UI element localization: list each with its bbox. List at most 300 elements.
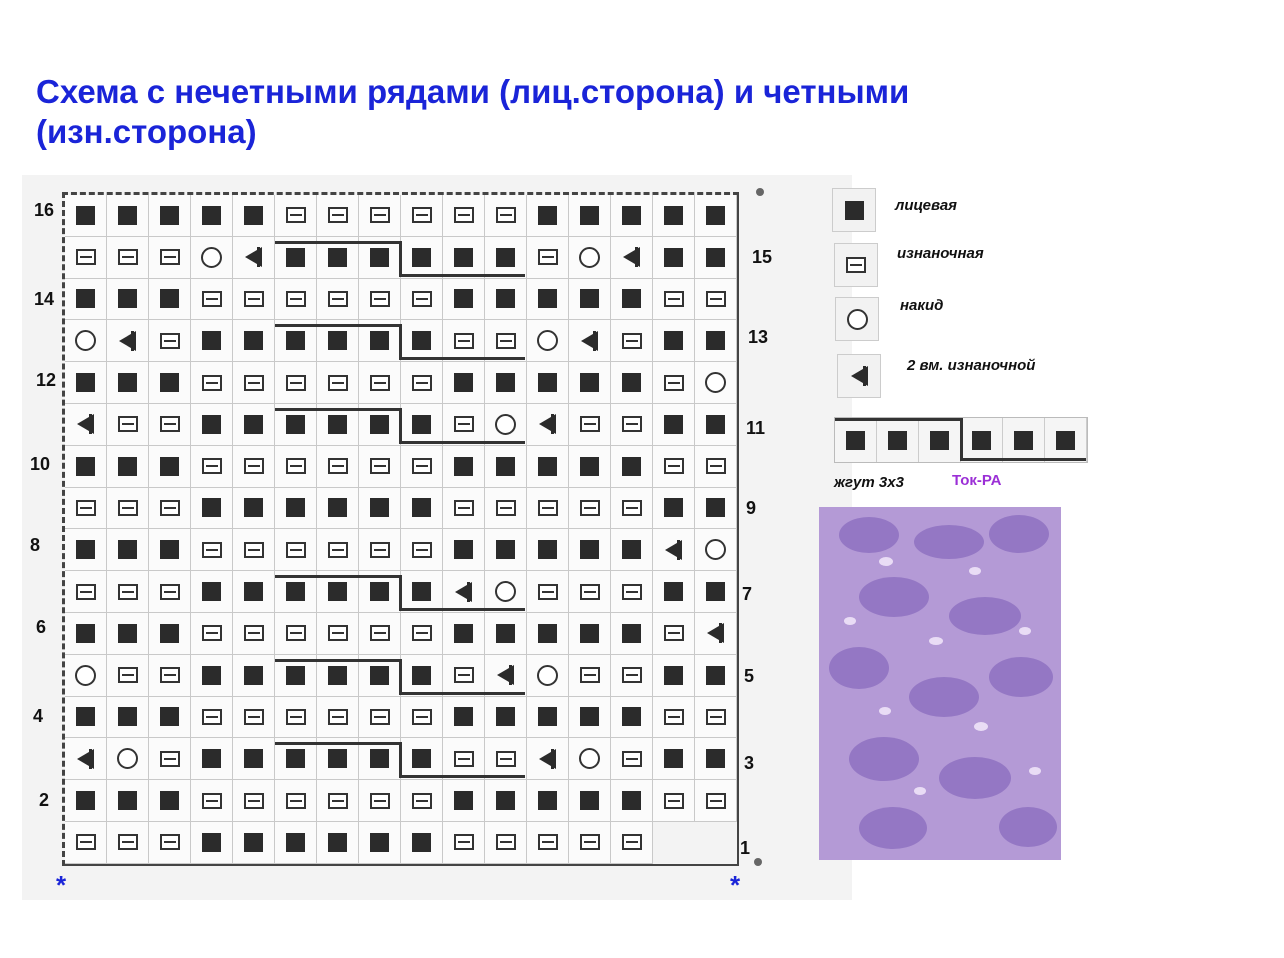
knit-icon xyxy=(664,749,683,768)
cable-top-line xyxy=(275,659,401,662)
chart-cell xyxy=(191,279,233,321)
cable-stitch xyxy=(877,418,919,462)
purl-icon xyxy=(622,333,642,349)
chart-cell xyxy=(149,320,191,362)
knit-icon xyxy=(454,791,473,810)
chart-cell xyxy=(275,488,317,530)
purl-icon xyxy=(118,416,138,432)
chart-cell xyxy=(275,613,317,655)
p2tog-icon xyxy=(851,366,868,386)
purl-icon xyxy=(202,375,222,391)
chart-cell xyxy=(695,529,737,571)
chart-cell xyxy=(653,362,695,404)
chart-cell xyxy=(107,237,149,279)
chart-cell xyxy=(233,697,275,739)
cable-stitch xyxy=(1003,418,1045,462)
knit-icon xyxy=(622,540,641,559)
p2tog-icon xyxy=(77,414,94,434)
knit-icon xyxy=(202,666,221,685)
purl-icon xyxy=(160,834,180,850)
chart-cell xyxy=(191,320,233,362)
purl-icon xyxy=(496,207,516,223)
purl-icon xyxy=(496,333,516,349)
chart-cell xyxy=(233,655,275,697)
chart-cell xyxy=(149,446,191,488)
purl-icon xyxy=(286,207,306,223)
knit-icon xyxy=(160,289,179,308)
purl-icon xyxy=(580,834,600,850)
knit-icon xyxy=(286,415,305,434)
chart-cell xyxy=(443,822,485,864)
knit-icon xyxy=(664,206,683,225)
cable-bottom-line xyxy=(399,274,525,277)
chart-cell xyxy=(611,613,653,655)
knit-icon xyxy=(930,431,949,450)
purl-icon xyxy=(622,500,642,516)
chart-cell xyxy=(653,571,695,613)
chart-cell xyxy=(443,697,485,739)
row-number-odd: 7 xyxy=(742,584,753,604)
chart-cell xyxy=(485,237,527,279)
chart-cell xyxy=(443,446,485,488)
chart-cell xyxy=(107,529,149,571)
chart-cell xyxy=(191,529,233,571)
chart-cell xyxy=(611,738,653,780)
chart-cell xyxy=(359,279,401,321)
knit-icon xyxy=(538,707,557,726)
chart-cell xyxy=(611,697,653,739)
chart-cell xyxy=(653,237,695,279)
knit-icon xyxy=(76,707,95,726)
row-number-odd: 13 xyxy=(748,327,769,347)
purl-icon xyxy=(412,793,432,809)
lace-hole-texture xyxy=(969,567,981,575)
chart-cell xyxy=(527,404,569,446)
purl-icon xyxy=(706,458,726,474)
chart-cell xyxy=(527,362,569,404)
knit-icon xyxy=(370,666,389,685)
knit-icon xyxy=(1056,431,1075,450)
knit-icon xyxy=(370,415,389,434)
knit-icon xyxy=(118,707,137,726)
knit-icon xyxy=(538,289,557,308)
knit-icon xyxy=(76,373,95,392)
knit-icon xyxy=(706,666,725,685)
purl-icon xyxy=(454,834,474,850)
purl-icon xyxy=(160,333,180,349)
row-number-even: 10 xyxy=(30,454,51,474)
knit-icon xyxy=(664,666,683,685)
chart-cell xyxy=(695,738,737,780)
purl-icon xyxy=(412,709,432,725)
chart-cell xyxy=(485,320,527,362)
p2tog-icon xyxy=(497,665,514,685)
knit-icon xyxy=(538,373,557,392)
row-number-even: 4 xyxy=(33,706,44,726)
chart-cell xyxy=(569,195,611,237)
chart-cell xyxy=(233,404,275,446)
p2tog-icon xyxy=(455,582,472,602)
legend-p2tog-symbol xyxy=(837,354,881,398)
cable-cross-line xyxy=(399,742,402,776)
knit-icon xyxy=(286,666,305,685)
chart-cell xyxy=(149,571,191,613)
legend-yarn-over-label: накид xyxy=(900,297,944,314)
purl-icon xyxy=(412,458,432,474)
cable-top-line xyxy=(275,742,401,745)
cable-top-line xyxy=(275,408,401,411)
knit-icon xyxy=(496,624,515,643)
knit-icon xyxy=(706,415,725,434)
chart-cell xyxy=(191,446,233,488)
purl-icon xyxy=(328,291,348,307)
purl-icon xyxy=(496,834,516,850)
chart-cell xyxy=(527,822,569,864)
purl-icon xyxy=(370,207,390,223)
knit-icon xyxy=(580,373,599,392)
chart-cell xyxy=(695,446,737,488)
yarn-over-icon xyxy=(75,665,96,686)
chart-cell xyxy=(527,697,569,739)
chart-cell xyxy=(611,446,653,488)
knit-icon xyxy=(370,582,389,601)
yarn-over-icon xyxy=(705,539,726,560)
cable-bottom-line xyxy=(399,775,525,778)
chart-cell xyxy=(275,362,317,404)
chart-cell xyxy=(653,697,695,739)
purl-icon xyxy=(244,625,264,641)
chart-cell xyxy=(569,488,611,530)
chart-cell xyxy=(485,780,527,822)
chart-cell xyxy=(527,613,569,655)
purl-icon xyxy=(580,667,600,683)
knit-icon xyxy=(496,373,515,392)
chart-cell xyxy=(149,529,191,571)
cable-twist-texture xyxy=(949,597,1021,635)
purl-icon xyxy=(202,458,222,474)
knit-icon xyxy=(846,431,865,450)
purl-icon xyxy=(580,416,600,432)
purl-icon xyxy=(370,458,390,474)
purl-icon xyxy=(328,709,348,725)
chart-cell xyxy=(65,237,107,279)
purl-icon xyxy=(76,500,96,516)
purl-icon xyxy=(538,584,558,600)
chart-cell xyxy=(317,780,359,822)
purl-icon xyxy=(202,625,222,641)
cable-bottom-line xyxy=(399,608,525,611)
row-number-even: 12 xyxy=(36,370,57,390)
purl-icon xyxy=(664,793,684,809)
chart-cell xyxy=(107,697,149,739)
knit-icon xyxy=(118,457,137,476)
purl-icon xyxy=(76,834,96,850)
purl-icon xyxy=(454,207,474,223)
p2tog-icon xyxy=(119,331,136,351)
knit-icon xyxy=(580,206,599,225)
cable-stitch xyxy=(1045,418,1087,462)
knit-icon xyxy=(76,624,95,643)
purl-icon xyxy=(664,291,684,307)
knit-icon xyxy=(286,833,305,852)
p2tog-icon xyxy=(665,540,682,560)
knit-icon xyxy=(454,707,473,726)
chart-cell xyxy=(233,279,275,321)
chart-cell xyxy=(695,697,737,739)
purl-icon xyxy=(454,500,474,516)
purl-icon xyxy=(118,500,138,516)
knit-icon xyxy=(118,791,137,810)
knit-icon xyxy=(454,289,473,308)
lace-hole-texture xyxy=(1029,767,1041,775)
purl-icon xyxy=(160,416,180,432)
knit-icon xyxy=(370,248,389,267)
chart-cell xyxy=(317,446,359,488)
knit-icon xyxy=(202,833,221,852)
cable-top-line xyxy=(275,324,401,327)
yarn-over-icon xyxy=(579,748,600,769)
chart-cell xyxy=(695,571,737,613)
chart-cell xyxy=(485,613,527,655)
cable-top-line xyxy=(835,418,961,421)
chart-cell xyxy=(443,571,485,613)
knit-icon xyxy=(370,749,389,768)
chart-cell xyxy=(485,697,527,739)
legend-knit-symbol xyxy=(832,188,876,232)
knit-icon xyxy=(454,540,473,559)
chart-cell xyxy=(653,738,695,780)
knit-icon xyxy=(328,582,347,601)
chart-cell xyxy=(401,655,443,697)
purl-icon xyxy=(412,542,432,558)
knit-icon xyxy=(76,289,95,308)
knit-icon xyxy=(244,415,263,434)
knit-icon xyxy=(286,331,305,350)
chart-cell xyxy=(443,655,485,697)
chart-cell xyxy=(191,655,233,697)
page-title: Схема с нечетными рядами (лиц.сторона) и четными (изн.сторона) xyxy=(36,73,910,150)
chart-cell xyxy=(149,488,191,530)
knit-icon xyxy=(454,624,473,643)
purl-icon xyxy=(286,375,306,391)
chart-cell xyxy=(485,571,527,613)
knit-icon xyxy=(496,248,515,267)
knit-icon xyxy=(118,373,137,392)
purl-icon xyxy=(244,709,264,725)
purl-icon xyxy=(202,709,222,725)
chart-cell xyxy=(401,780,443,822)
knit-icon xyxy=(328,666,347,685)
cable-twist-texture xyxy=(909,677,979,717)
purl-icon xyxy=(244,542,264,558)
chart-cell xyxy=(485,195,527,237)
purl-icon xyxy=(664,458,684,474)
knit-icon xyxy=(496,707,515,726)
knit-icon xyxy=(580,457,599,476)
chart-cell xyxy=(191,362,233,404)
chart-cell xyxy=(233,738,275,780)
purl-icon xyxy=(622,416,642,432)
chart-cell xyxy=(149,655,191,697)
chart-cell xyxy=(191,488,233,530)
chart-cell xyxy=(527,237,569,279)
knit-icon xyxy=(706,498,725,517)
cable-bottom-line xyxy=(399,441,525,444)
knit-icon xyxy=(412,833,431,852)
chart-cell xyxy=(695,195,737,237)
legend-cable-label: жгут 3х3 xyxy=(834,474,904,491)
lace-hole-texture xyxy=(1019,627,1031,635)
chart-cell xyxy=(401,488,443,530)
purl-icon xyxy=(622,667,642,683)
purl-icon xyxy=(496,751,516,767)
chart-cell xyxy=(65,822,107,864)
lace-hole-texture xyxy=(844,617,856,625)
chart-cell xyxy=(107,655,149,697)
purl-icon xyxy=(706,793,726,809)
chart-cell xyxy=(611,780,653,822)
knit-icon xyxy=(328,833,347,852)
row-number-odd: 1 xyxy=(740,838,751,858)
purl-icon xyxy=(160,584,180,600)
purl-icon xyxy=(664,375,684,391)
purl-icon xyxy=(454,333,474,349)
purl-icon xyxy=(664,709,684,725)
lace-hole-texture xyxy=(974,722,988,731)
chart-cell xyxy=(527,738,569,780)
knit-icon xyxy=(538,624,557,643)
p2tog-icon xyxy=(77,749,94,769)
chart-cell xyxy=(401,697,443,739)
chart-cell xyxy=(527,195,569,237)
chart-cell xyxy=(611,655,653,697)
row-number-odd: 11 xyxy=(746,418,766,438)
chart-cell xyxy=(233,362,275,404)
chart-cell xyxy=(65,780,107,822)
p2tog-icon xyxy=(707,623,724,643)
knit-icon xyxy=(244,498,263,517)
chart-cell xyxy=(149,613,191,655)
purl-icon xyxy=(118,584,138,600)
chart-cell xyxy=(527,529,569,571)
knit-icon xyxy=(454,248,473,267)
chart-cell xyxy=(527,279,569,321)
row-number-odd: 3 xyxy=(744,753,755,773)
chart-cell xyxy=(611,195,653,237)
legend-knit-label: лицевая xyxy=(895,197,957,214)
cable-twist-texture xyxy=(989,657,1053,697)
cable-cross-line xyxy=(960,418,963,460)
knit-icon xyxy=(244,833,263,852)
purl-icon xyxy=(244,291,264,307)
knit-icon xyxy=(76,791,95,810)
chart-cell xyxy=(443,738,485,780)
knit-icon xyxy=(538,206,557,225)
chart-cell xyxy=(485,655,527,697)
purl-icon xyxy=(370,291,390,307)
chart-cell xyxy=(65,738,107,780)
chart-cell xyxy=(569,780,611,822)
chart-cell xyxy=(569,404,611,446)
chart-cell xyxy=(443,613,485,655)
chart-cell xyxy=(191,404,233,446)
purl-icon xyxy=(370,709,390,725)
purl-icon xyxy=(580,500,600,516)
knit-icon xyxy=(76,540,95,559)
cable-bottom-line xyxy=(960,458,1086,461)
lace-hole-texture xyxy=(879,707,891,715)
corner-dot-icon xyxy=(756,188,764,196)
chart-cell xyxy=(65,697,107,739)
yarn-over-icon xyxy=(117,748,138,769)
chart-cell xyxy=(443,488,485,530)
knit-icon xyxy=(118,206,137,225)
chart-cell xyxy=(443,780,485,822)
chart-cell xyxy=(191,822,233,864)
cable-twist-texture xyxy=(914,525,984,559)
chart-cell xyxy=(401,613,443,655)
knit-icon xyxy=(622,457,641,476)
chart-cell xyxy=(653,279,695,321)
knit-icon xyxy=(328,749,347,768)
knit-icon xyxy=(76,206,95,225)
purl-icon xyxy=(412,207,432,223)
purl-icon xyxy=(370,793,390,809)
chart-cell xyxy=(569,738,611,780)
chart-cell xyxy=(317,822,359,864)
chart-cell xyxy=(317,529,359,571)
purl-icon xyxy=(286,793,306,809)
legend-purl-symbol xyxy=(834,243,878,287)
knit-icon xyxy=(286,248,305,267)
chart-cell xyxy=(317,488,359,530)
cable-top-line xyxy=(275,241,401,244)
lace-hole-texture xyxy=(879,557,893,566)
row-number-even: 14 xyxy=(34,289,55,309)
chart-cell xyxy=(149,195,191,237)
knit-icon xyxy=(286,582,305,601)
cable-twist-texture xyxy=(999,807,1057,847)
purl-icon xyxy=(622,834,642,850)
knit-icon xyxy=(845,201,864,220)
chart-cell xyxy=(191,780,233,822)
purl-icon xyxy=(538,834,558,850)
knit-icon xyxy=(118,624,137,643)
purl-icon xyxy=(202,291,222,307)
row-number-odd: 15 xyxy=(752,247,773,267)
chart-cell xyxy=(65,571,107,613)
purl-icon xyxy=(370,625,390,641)
chart-cell xyxy=(65,529,107,571)
yarn-over-icon xyxy=(537,330,558,351)
yarn-over-icon xyxy=(579,247,600,268)
chart-cell xyxy=(611,404,653,446)
purl-icon xyxy=(496,500,516,516)
yarn-over-icon xyxy=(847,309,868,330)
chart-cell xyxy=(527,655,569,697)
knit-icon xyxy=(538,540,557,559)
purl-icon xyxy=(76,584,96,600)
knit-icon xyxy=(412,248,431,267)
chart-cell xyxy=(569,446,611,488)
chart-cell xyxy=(611,237,653,279)
chart-cell xyxy=(65,488,107,530)
knit-icon xyxy=(622,791,641,810)
chart-cell xyxy=(653,404,695,446)
purl-icon xyxy=(622,584,642,600)
knit-icon xyxy=(202,749,221,768)
purl-icon xyxy=(706,291,726,307)
